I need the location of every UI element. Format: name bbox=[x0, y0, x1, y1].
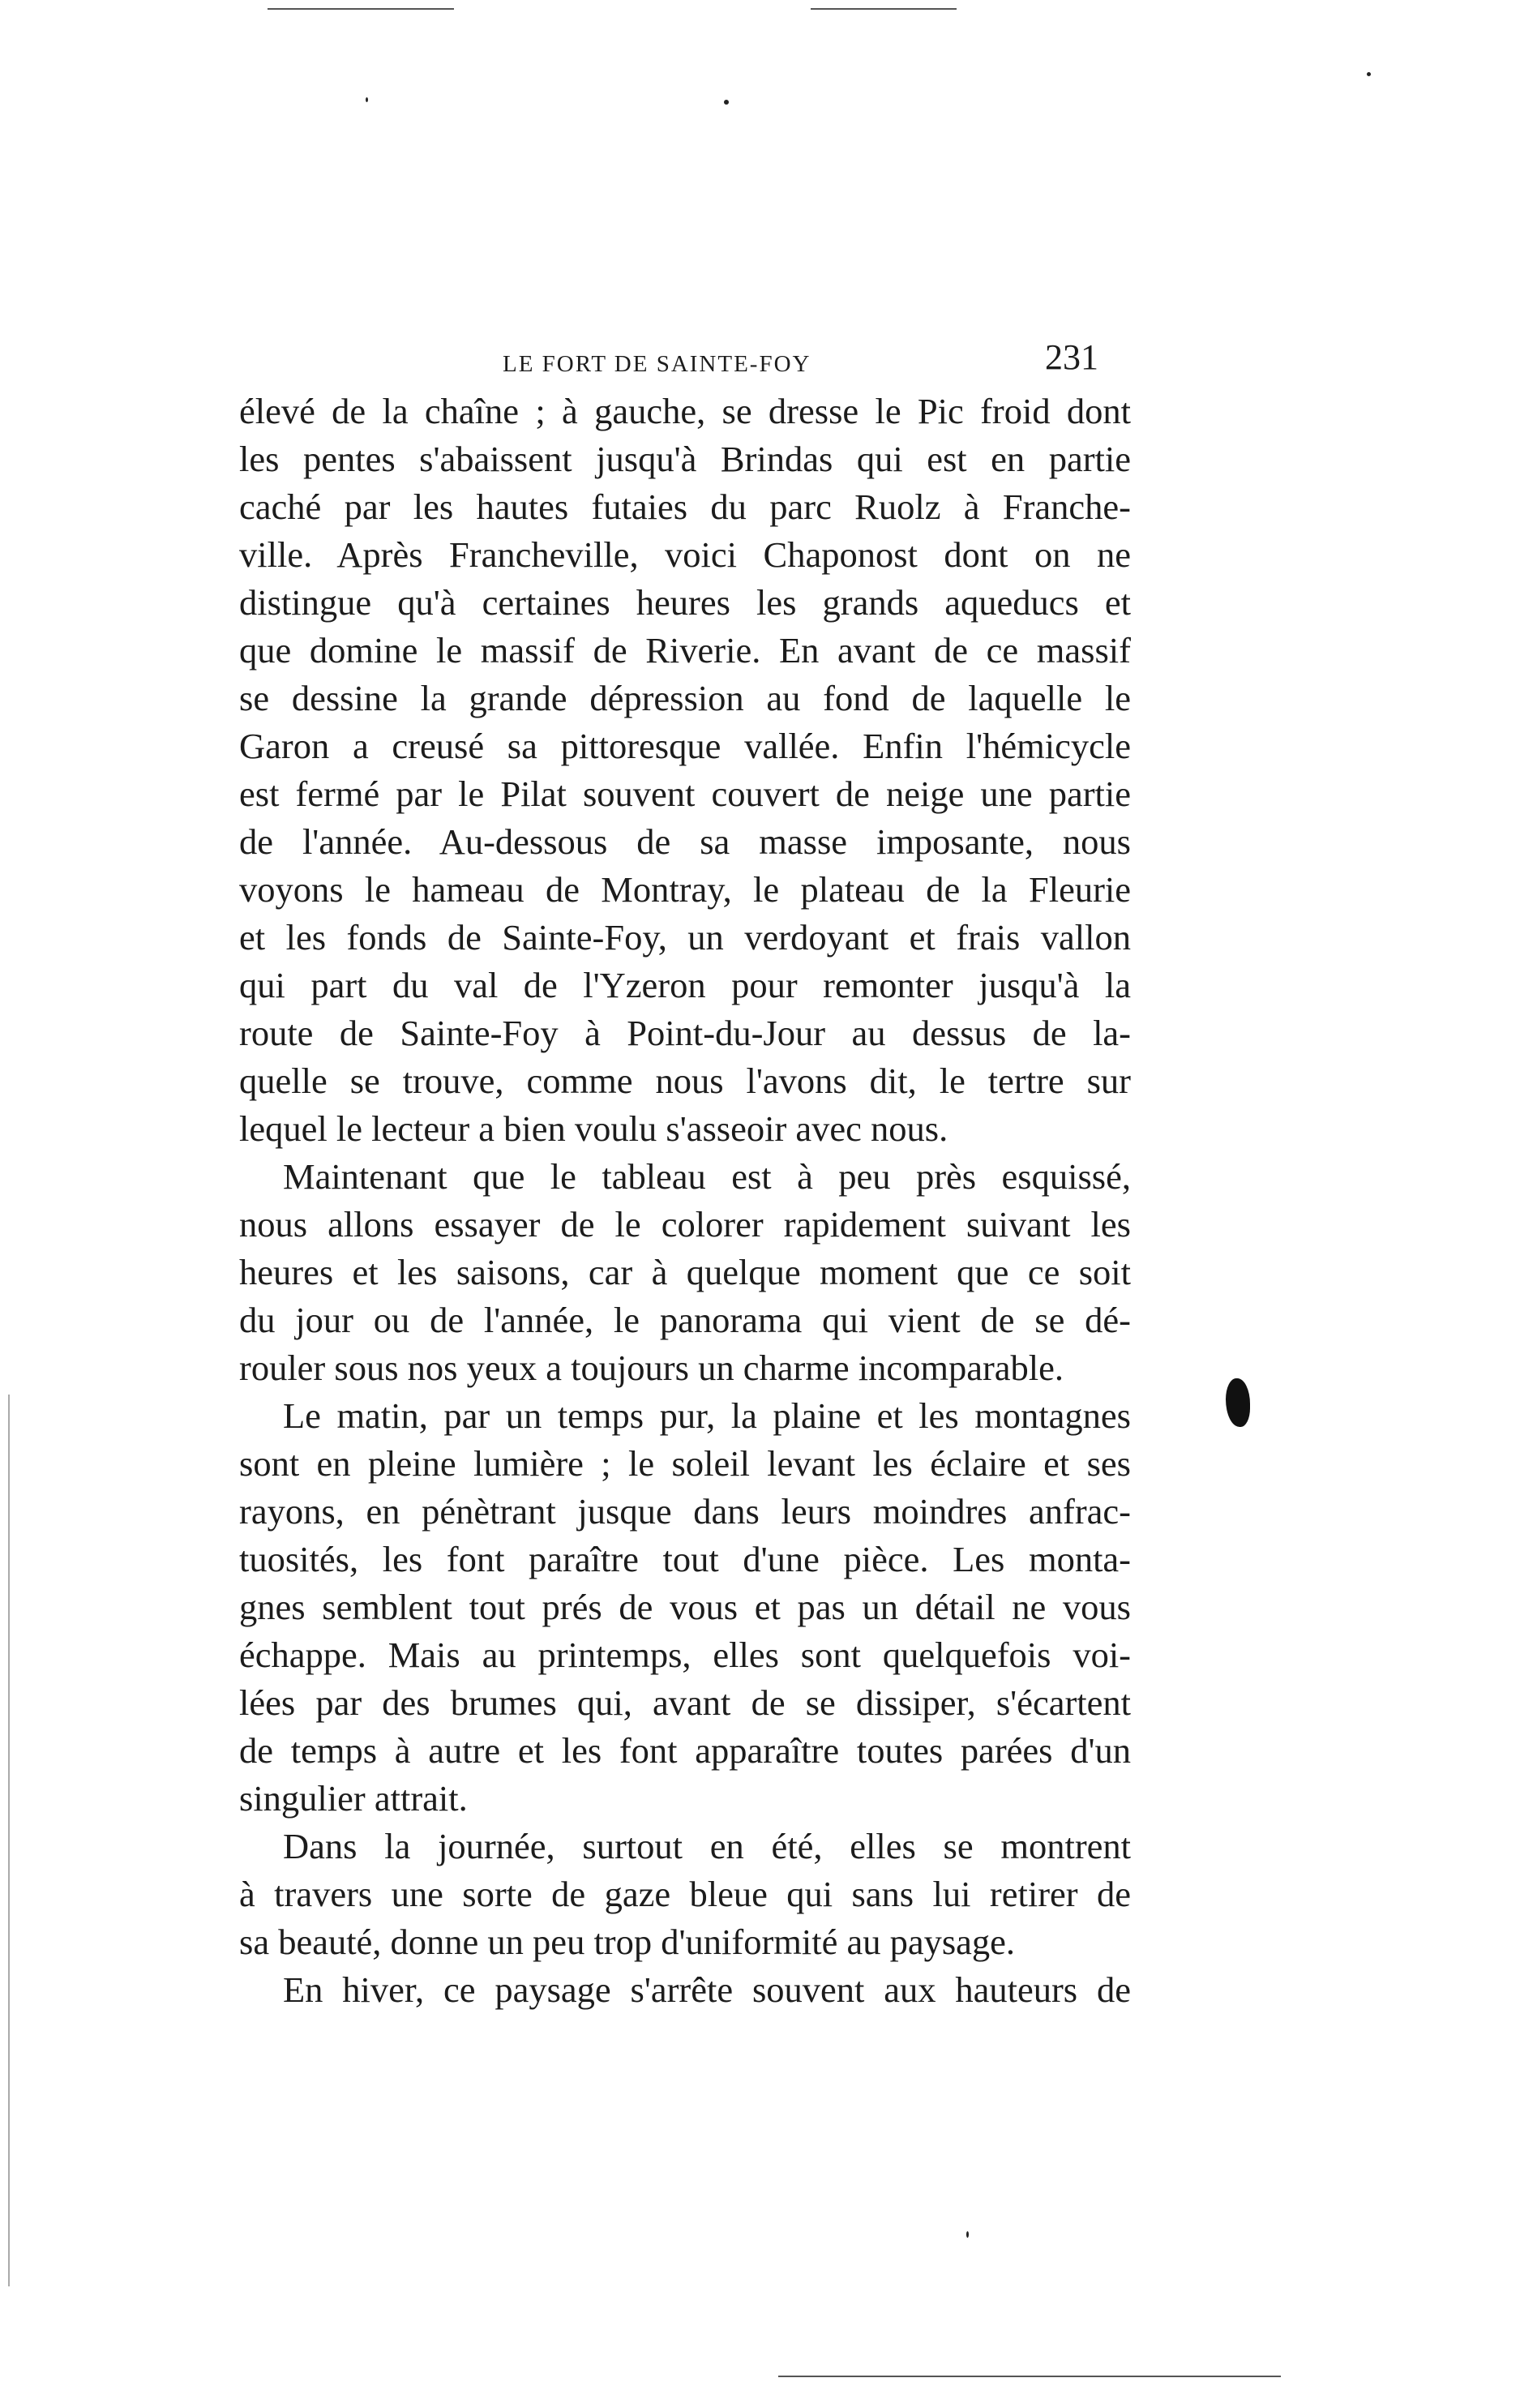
text-line: élevé de la chaîne ; à gauche, se dresse le Pic froid dont bbox=[239, 391, 1131, 431]
text-line: rouler sous nos yeux a toujours un charme incomparable. bbox=[239, 1348, 1064, 1388]
text-line: nous allons essayer de le colorer rapidement suivant les bbox=[239, 1204, 1131, 1245]
top-edge-line bbox=[268, 8, 454, 10]
ink-speck bbox=[366, 97, 368, 102]
text-line: lequel le lecteur a bien voulu s'asseoir avec nous. bbox=[239, 1108, 948, 1149]
text-line: quelle se trouve, comme nous l'avons dit, le tertre sur bbox=[239, 1060, 1131, 1101]
paragraph-start-line: En hiver, ce paysage s'arrête souvent aux hauteurs de bbox=[283, 1969, 1131, 2010]
text-line: rayons, en pénètrant jusque dans leurs moindres anfrac- bbox=[239, 1491, 1131, 1532]
text-line: sa beauté, donne un peu trop d'uniformité au paysage. bbox=[239, 1922, 1016, 1962]
text-line: est fermé par le Pilat souvent couvert de neige une partie bbox=[239, 773, 1131, 814]
paragraph-start-line: Dans la journée, surtout en été, elles se montrent bbox=[283, 1826, 1131, 1866]
text-line: caché par les hautes futaies du parc Ruolz à Franche- bbox=[239, 486, 1131, 527]
page-number: 231 bbox=[1045, 337, 1098, 377]
text-line: que domine le massif de Riverie. En avant de ce massif bbox=[239, 630, 1131, 671]
text-line: heures et les saisons, car à quelque moment que ce soit bbox=[239, 1252, 1131, 1292]
running-title: LE FORT DE SAINTE-FOY bbox=[503, 351, 811, 377]
text-line: qui part du val de l'Yzeron pour remonter jusqu'à la bbox=[239, 965, 1131, 1005]
paragraph-start-line: Le matin, par un temps pur, la plaine et les montagnes bbox=[283, 1395, 1131, 1436]
text-line: et les fonds de Sainte-Foy, un verdoyant et frais vallon bbox=[239, 917, 1131, 958]
ink-speck bbox=[1367, 72, 1371, 76]
text-line: du jour ou de l'année, le panorama qui vient de se dé- bbox=[239, 1300, 1131, 1340]
body-text bbox=[239, 388, 1131, 2014]
text-line: lées par des brumes qui, avant de se dissiper, s'écartent bbox=[239, 1682, 1131, 1723]
bottom-edge-line bbox=[778, 2376, 1281, 2377]
text-line: de l'année. Au-dessous de sa masse imposante, nous bbox=[239, 821, 1131, 862]
text-line: se dessine la grande dépression au fond de laquelle le bbox=[239, 678, 1131, 718]
text-line: à travers une sorte de gaze bleue qui sans lui retirer de bbox=[239, 1874, 1131, 1914]
left-edge-line bbox=[8, 1395, 10, 2286]
page-header bbox=[239, 336, 1098, 385]
text-line: tuosités, les font paraître tout d'une pièce. Les monta- bbox=[239, 1539, 1131, 1579]
text-line: de temps à autre et les font apparaître toutes parées d'un bbox=[239, 1730, 1131, 1771]
text-line: gnes semblent tout prés de vous et pas un détail ne vous bbox=[239, 1587, 1131, 1627]
top-edge-line bbox=[811, 8, 957, 10]
ink-blot bbox=[1226, 1378, 1250, 1427]
ink-speck bbox=[966, 2231, 969, 2238]
text-line: les pentes s'abaissent jusqu'à Brindas qui est en partie bbox=[239, 439, 1131, 479]
ink-speck bbox=[724, 100, 729, 105]
text-line: échappe. Mais au printemps, elles sont quelquefois voi- bbox=[239, 1635, 1131, 1675]
text-line: route de Sainte-Foy à Point-du-Jour au dessus de la- bbox=[239, 1013, 1131, 1053]
text-line: sont en pleine lumière ; le soleil levant les éclaire et ses bbox=[239, 1443, 1131, 1484]
text-line: voyons le hameau de Montray, le plateau de la Fleurie bbox=[239, 869, 1131, 910]
text-line: ville. Après Francheville, voici Chaponost dont on ne bbox=[239, 534, 1131, 575]
text-line: singulier attrait. bbox=[239, 1778, 468, 1819]
text-line: Garon a creusé sa pittoresque vallée. Enfin l'hémicycle bbox=[239, 726, 1131, 766]
paragraph-start-line: Maintenant que le tableau est à peu près esquissé, bbox=[283, 1156, 1131, 1197]
text-line: distingue qu'à certaines heures les grands aqueducs et bbox=[239, 582, 1131, 623]
